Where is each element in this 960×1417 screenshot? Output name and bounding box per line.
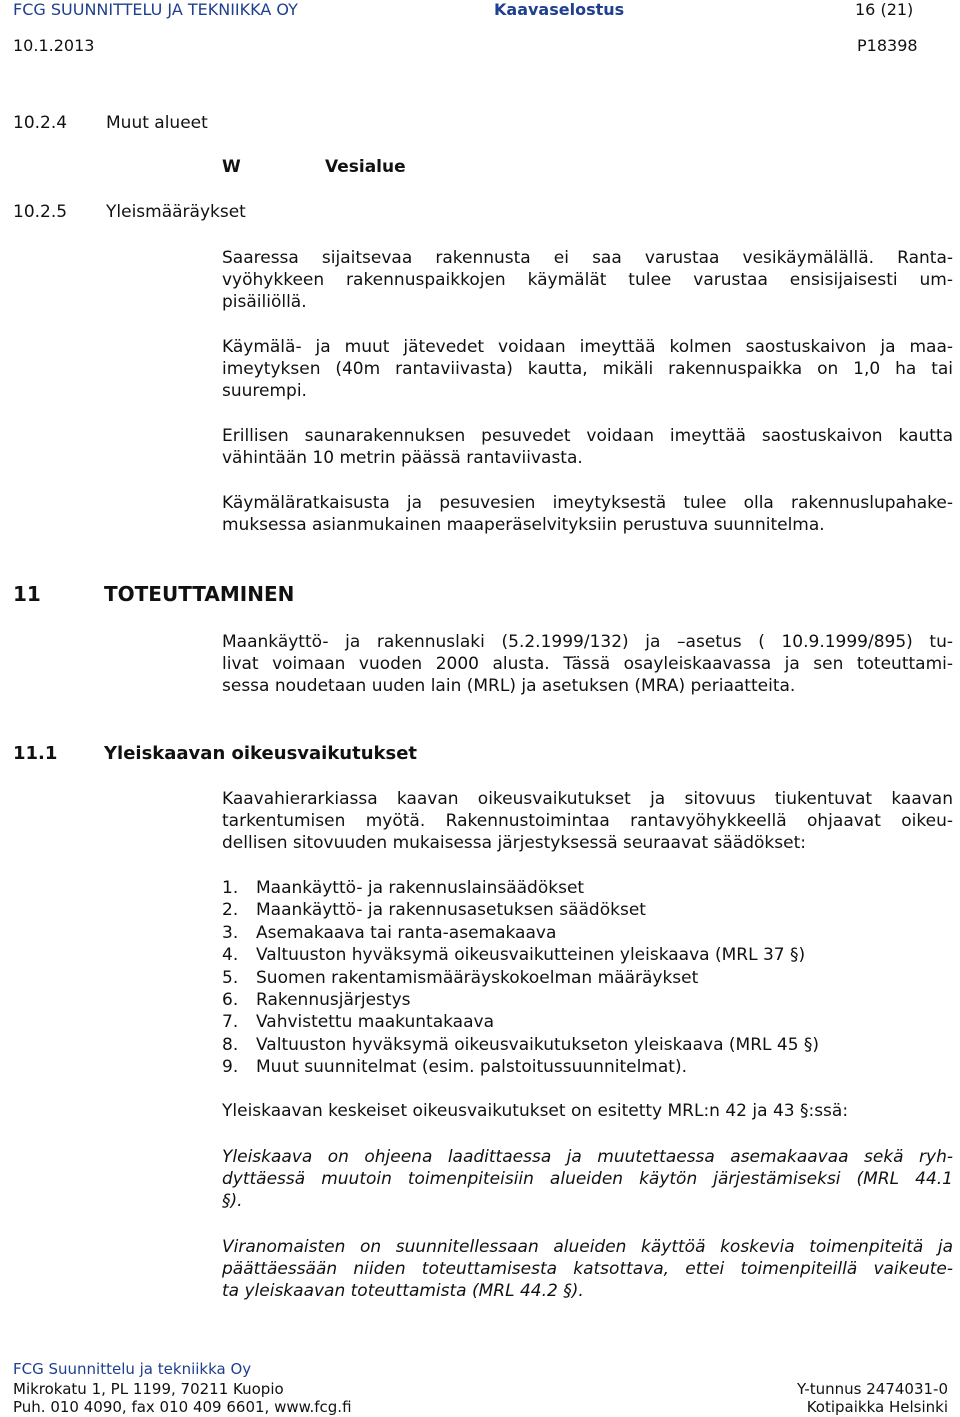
paragraph-line: päättäessään niiden toteuttamisesta katsottava, ettei toimenpiteillä vaikeute- — [222, 1259, 953, 1279]
chapter-11-title: TOTEUTTAMINEN — [104, 582, 295, 606]
paragraph-building-permit — [222, 492, 953, 536]
paragraph-line: vyöhykkeen rakennuspaikkojen käymälät tulee varustaa ensisijaisesti um- — [222, 270, 953, 290]
list-item-number: 3. — [222, 922, 239, 943]
paragraph-guideline-quote — [222, 1146, 953, 1212]
section-10-2-4-title: Muut alueet — [106, 113, 208, 133]
section-10-2-4-number: 10.2.4 — [13, 113, 68, 133]
paragraph-line: ta yleiskaavan toteuttamista (MRL 44.2 §). — [222, 1281, 584, 1301]
paragraph-line: Käymälä- ja muut jätevedet voidaan imeyttää kolmen saostuskaivon ja maa- — [222, 337, 953, 357]
paragraph-line: Käymäläratkaisusta ja pesuvesien imeytyksestä tulee olla rakennuslupahake- — [222, 493, 953, 513]
header-project-code: P18398 — [857, 36, 918, 55]
footer-contact: Puh. 010 4090, fax 010 409 6601, www.fcg.fi — [13, 1398, 352, 1416]
header-doc-type: Kaavaselostus — [494, 0, 625, 19]
paragraph-line: suurempi. — [222, 381, 307, 401]
header-company: FCG SUUNNITTELU JA TEKNIIKKA OY — [13, 0, 298, 19]
footer-company: FCG Suunnittelu ja tekniikka Oy — [13, 1360, 252, 1378]
paragraph-line: Yleiskaava on ohjeena laadittaessa ja muutettaessa asemakaavaa sekä ryh- — [222, 1147, 953, 1167]
paragraph-line: muksessa asianmukainen maaperäselvityksiin perustuva suunnitelma. — [222, 515, 825, 535]
paragraph-line: Maankäyttö- ja rakennuslaki (5.2.1999/132) ja –asetus ( 10.9.1999/895) tu- — [222, 632, 953, 652]
section-11-1-number: 11.1 — [13, 743, 58, 764]
list-item-text: Vahvistettu maakuntakaava — [256, 1012, 494, 1033]
chapter-11-number: 11 — [13, 582, 41, 606]
list-item — [222, 944, 819, 966]
list-item-number: 4. — [222, 945, 239, 966]
paragraph-line: tarkentumisen myötä. Rakennustoimintaa rantavyöhykkeellä ohjaavat oikeu- — [222, 811, 953, 831]
section-10-2-5-number: 10.2.5 — [13, 202, 68, 222]
list-item-number: 1. — [222, 878, 239, 898]
list-item-text: Muut suunnitelmat (esim. palstoitussuunnitelmat). — [256, 1057, 687, 1078]
paragraph-hierarchy — [222, 788, 953, 854]
paragraph-line: Kaavahierarkiassa kaavan oikeusvaikutukset ja sitovuus tiukentuvat kaavan — [222, 789, 953, 809]
zone-name: Vesialue — [325, 157, 406, 177]
header-date: 10.1.2013 — [13, 36, 95, 55]
zone-code: W — [222, 157, 241, 177]
paragraph-line: livat voimaan vuoden 2000 alusta. Tässä osayleiskaavassa ja sen toteuttami- — [222, 654, 953, 674]
list-item-number: 7. — [222, 1012, 239, 1033]
paragraph-line: Erillisen saunarakennuksen pesuvedet voidaan imeyttää saostuskaivon kautta — [222, 426, 953, 446]
paragraph-line: imeytyksen (40m rantaviivasta) kautta, mikäli rakennuspaikka on 1,0 ha tai — [222, 359, 953, 379]
list-item-number: 5. — [222, 967, 239, 988]
list-item — [222, 967, 819, 989]
paragraph-line: Saaressa sijaitsevaa rakennusta ei saa varustaa vesikäymälällä. Ranta- — [222, 248, 953, 268]
list-item-text: Suomen rakentamismääräyskokoelman määräykset — [256, 967, 699, 988]
list-item-text: Valtuuston hyväksymä oikeusvaikutukseton yleiskaava (MRL 45 §) — [256, 1034, 820, 1055]
paragraph-sauna-wastewater — [222, 425, 953, 469]
paragraph-line: vähintään 10 metrin päässä rantaviivasta. — [222, 448, 583, 468]
list-item — [222, 899, 819, 921]
paragraph-key-effects: Yleiskaavan keskeiset oikeusvaikutukset on esitetty MRL:n 42 ja 43 §:ssä: — [222, 1101, 849, 1121]
footer-domicile: Kotipaikka Helsinki — [806, 1398, 948, 1416]
paragraph-line: §). — [222, 1191, 243, 1211]
paragraph-wastewater — [222, 336, 953, 402]
paragraph-toilets-on-island — [222, 247, 953, 313]
paragraph-line: sessa noudetaan uuden lain (MRL) ja asetuksen (MRA) periaatteita. — [222, 676, 796, 696]
paragraph-line: dyttäessä muutoin toimenpiteisiin alueiden käytön järjestämiseksi (MRL 44.1 — [222, 1169, 953, 1189]
list-item — [222, 1034, 819, 1056]
list-item — [222, 989, 819, 1011]
list-item-number: 8. — [222, 1034, 239, 1055]
section-10-2-5-title: Yleismääräykset — [106, 202, 246, 222]
list-item-text: Maankäyttö- ja rakennuslainsäädökset — [256, 878, 585, 898]
regulation-list — [222, 877, 819, 1079]
header-page-number: 16 (21) — [855, 0, 914, 19]
paragraph-legislation — [222, 631, 953, 697]
list-item — [222, 1011, 819, 1033]
paragraph-line: Viranomaisten on suunnitellessaan alueiden käyttöä koskevia toimenpiteitä ja — [222, 1237, 953, 1257]
list-item-text: Maankäyttö- ja rakennusasetuksen säädökset — [256, 900, 646, 921]
list-item — [222, 877, 819, 899]
list-item — [222, 1056, 819, 1078]
list-item-number: 6. — [222, 990, 239, 1011]
list-item — [222, 922, 819, 944]
paragraph-line: dellisen sitovuuden mukaisessa järjestyksessä seuraavat säädökset: — [222, 833, 806, 853]
footer-business-id: Y-tunnus 2474031-0 — [796, 1380, 948, 1398]
list-item-text: Valtuuston hyväksymä oikeusvaikutteinen yleiskaava (MRL 37 §) — [256, 945, 806, 966]
list-item-text: Asemakaava tai ranta-asemakaava — [256, 922, 557, 943]
list-item-number: 9. — [222, 1057, 239, 1078]
list-item-text: Rakennusjärjestys — [256, 990, 411, 1011]
list-item-number: 2. — [222, 900, 239, 921]
footer-address: Mikrokatu 1, PL 1199, 70211 Kuopio — [13, 1380, 284, 1398]
paragraph-authorities-quote — [222, 1236, 953, 1302]
paragraph-line: pisäiliöllä. — [222, 292, 307, 312]
section-11-1-title: Yleiskaavan oikeusvaikutukset — [104, 743, 418, 764]
